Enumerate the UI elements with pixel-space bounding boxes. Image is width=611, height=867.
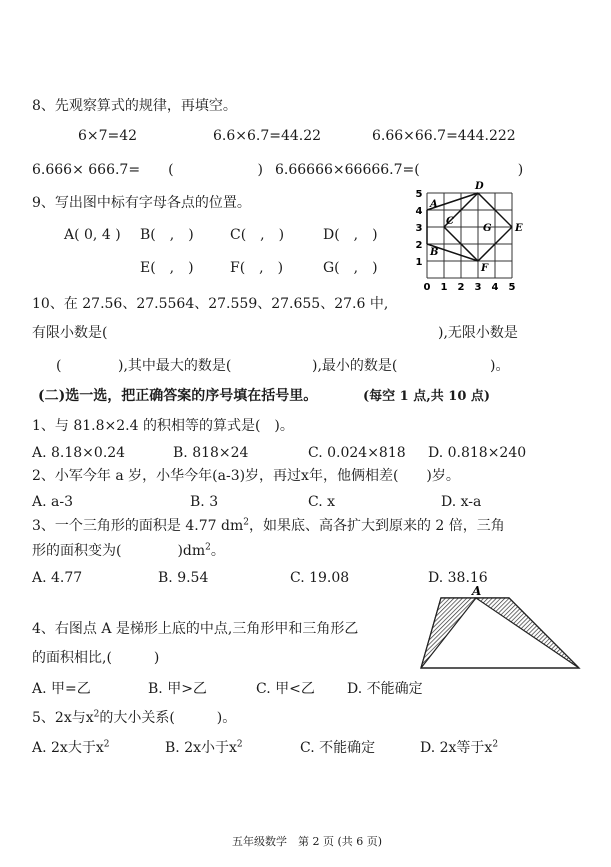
- page-footer: 五年级数学 第 2 页 (共 6 页): [232, 835, 383, 848]
- s5-d-text: D. 2x等于x: [420, 740, 493, 756]
- q10-line1: 10、在 27.56、27.5564、27.559、27.655、27.6 中,: [32, 296, 389, 312]
- x-tick-label: 3: [474, 282, 482, 293]
- q10-infinite-blank[interactable]: (: [56, 358, 62, 374]
- s3-option-a[interactable]: A. 4.77: [32, 570, 83, 586]
- triangle-yi: [476, 598, 579, 668]
- point-label-d: D: [475, 181, 484, 192]
- x-tick-label: 5: [508, 282, 516, 293]
- q10-infinite-label: ),无限小数是: [438, 325, 518, 341]
- q8-eq1: 6×7=42: [78, 128, 138, 144]
- s4-option-b[interactable]: B. 甲>乙: [148, 681, 207, 697]
- q8-title: 8、先观察算式的规律，再填空。: [32, 98, 237, 114]
- y-tick-label: 1: [415, 257, 423, 268]
- s5-question: [32, 710, 236, 727]
- q9-point-b[interactable]: B( , ): [140, 227, 194, 243]
- y-tick-label: 3: [415, 223, 423, 234]
- s2-option-b[interactable]: B. 3: [190, 494, 219, 510]
- s5-d-sup: 2: [492, 739, 499, 750]
- y-tick-label: 2: [415, 240, 423, 251]
- s5-q-tail: 的大小关系( )。: [99, 710, 237, 726]
- section2-note: (每空 1 点,共 10 点): [363, 389, 491, 404]
- trapezoid-svg: [419, 586, 581, 670]
- s4-option-c[interactable]: C. 甲<乙: [256, 681, 315, 697]
- s4-option-a[interactable]: A. 甲=乙: [32, 681, 91, 697]
- x-tick-label: 2: [457, 282, 465, 293]
- s3-q1-tail: ，如果底、高各扩大到原来的 2 倍，三角: [248, 518, 505, 534]
- s5-option-b[interactable]: [165, 740, 243, 757]
- s3-option-b[interactable]: B. 9.54: [158, 570, 209, 586]
- s4-question-line2: 的面积相比,( ): [32, 650, 160, 666]
- s4-question-line1: 4、右图点 A 是梯形上底的中点,三角形甲和三角形乙: [32, 621, 359, 637]
- q9-point-d[interactable]: D( , ): [323, 227, 378, 243]
- s5-b-text: B. 2x小于x: [165, 740, 237, 756]
- s3-q2-tail: 。: [210, 543, 225, 559]
- point-label-g: G: [483, 223, 492, 234]
- s1-option-b[interactable]: B. 818×24: [173, 445, 249, 461]
- x-tick-label: 1: [440, 282, 448, 293]
- q9-point-g[interactable]: G( , ): [323, 260, 378, 276]
- q9-point-a: A( 0, 4 ): [64, 227, 121, 243]
- point-label-e: E: [515, 223, 523, 234]
- triangle-jia: [421, 598, 476, 668]
- x-tick-label: 4: [491, 282, 499, 293]
- x-tick-label: 0: [423, 282, 431, 293]
- coordinate-grid-figure: [405, 181, 523, 295]
- s3-question-line2: [32, 543, 225, 560]
- s5-a-text: A. 2x大于x: [32, 740, 104, 756]
- q10-max-label: ),其中最大的数是(: [118, 358, 232, 374]
- q8-blank1[interactable]: 6.666× 666.7= ( ): [32, 162, 263, 178]
- s1-option-a[interactable]: A. 8.18×0.24: [32, 445, 126, 461]
- q9-title: 9、写出图中标有字母各点的位置。: [32, 195, 251, 211]
- s5-q-text: 5、2x与x: [32, 710, 94, 726]
- s3-question-line1: [32, 518, 505, 535]
- s3-option-d[interactable]: D. 38.16: [428, 570, 488, 586]
- q10-min-label: ),最小的数是(: [312, 358, 398, 374]
- s3-q2-text: 形的面积变为( )dm: [32, 543, 206, 559]
- s5-b-sup: 2: [236, 739, 243, 750]
- s3-q1-text: 3、一个三角形的面积是 4.77 dm: [32, 518, 244, 534]
- s2-option-c[interactable]: C. x: [308, 494, 336, 510]
- s3-option-c[interactable]: C. 19.08: [290, 570, 350, 586]
- s5-option-d[interactable]: [420, 740, 498, 757]
- s3-sup1: 2: [243, 517, 249, 528]
- coordinate-grid: [405, 181, 523, 295]
- s3-sup2: 2: [205, 542, 211, 553]
- q10-finite-label: 有限小数是(: [32, 325, 108, 341]
- q9-point-e[interactable]: E( , ): [140, 260, 194, 276]
- s4-option-d[interactable]: D. 不能确定: [347, 681, 423, 697]
- point-label-a: A: [430, 199, 438, 210]
- s2-question: 2、小军今年 a 岁，小华今年(a-3)岁，再过x年，他俩相差( )岁。: [32, 468, 460, 484]
- y-tick-label: 4: [415, 206, 423, 217]
- trapezoid-figure: [419, 586, 581, 670]
- s2-option-a[interactable]: A. a-3: [32, 494, 73, 510]
- q8-blank2[interactable]: 6.66666×66666.7=( ): [275, 162, 524, 178]
- s1-option-c[interactable]: C. 0.024×818: [308, 445, 406, 461]
- s2-option-d[interactable]: D. x-a: [441, 494, 482, 510]
- q8-eq3: 6.66×66.7=444.222: [372, 128, 516, 144]
- trapezoid-point-a-label: A: [472, 584, 482, 598]
- q9-point-f[interactable]: F( , ): [230, 260, 284, 276]
- s5-sup: 2: [93, 709, 100, 720]
- s5-option-a[interactable]: [32, 740, 109, 757]
- q8-eq2: 6.6×6.7=44.22: [213, 128, 322, 144]
- s1-option-d[interactable]: D. 0.818×240: [428, 445, 527, 461]
- y-tick-label: 5: [415, 189, 423, 200]
- point-label-c: C: [446, 216, 454, 227]
- point-label-b: B: [430, 247, 439, 258]
- s5-a-sup: 2: [103, 739, 110, 750]
- s1-question: 1、与 81.8×2.4 的积相等的算式是( )。: [32, 418, 294, 434]
- q9-point-c[interactable]: C( , ): [230, 227, 285, 243]
- point-label-f: F: [481, 263, 489, 274]
- q10-end: )。: [490, 358, 510, 374]
- section2-title: (二)选一选，把正确答案的序号填在括号里。: [38, 388, 318, 404]
- s5-option-c[interactable]: C. 不能确定: [300, 740, 376, 756]
